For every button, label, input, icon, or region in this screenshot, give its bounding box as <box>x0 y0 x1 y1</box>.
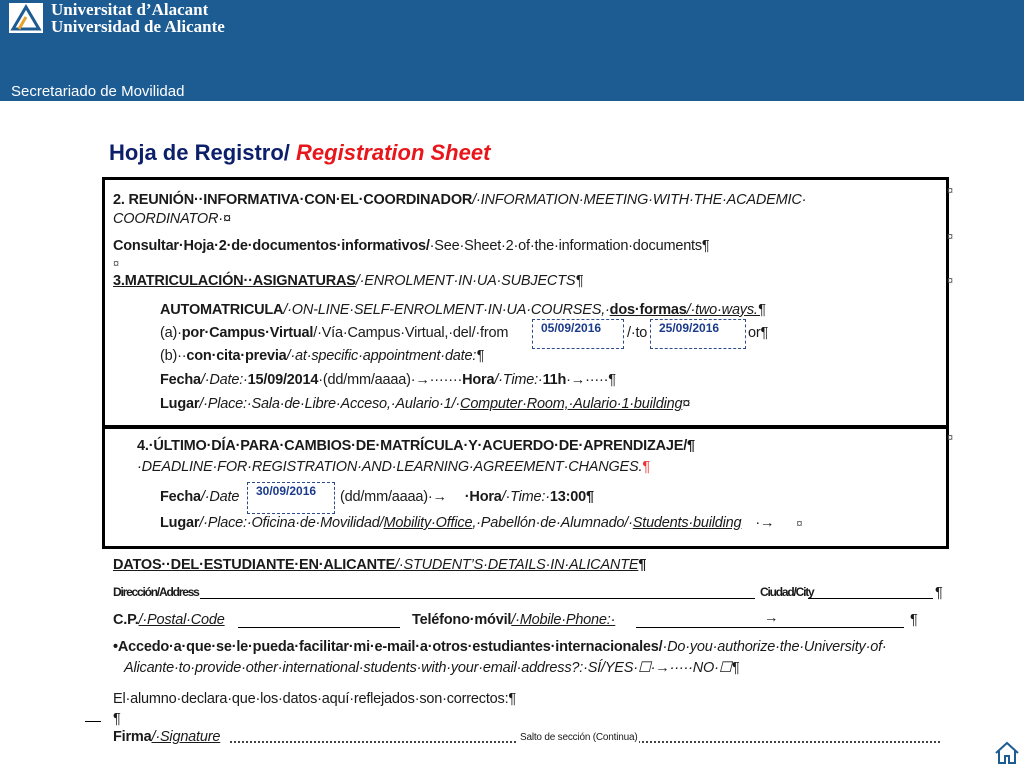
mobile-phone-field[interactable] <box>636 627 904 628</box>
section4-fecha-label: Fecha/·Date <box>160 489 240 505</box>
home-icon[interactable] <box>994 741 1020 765</box>
signature-label: Firma/·Signature <box>113 729 221 745</box>
section4-fecha-rest: (dd/mm/aaaa)·→ ·Hora/·Time:·13:00¶ <box>340 489 594 505</box>
title-en: Registration Sheet <box>296 140 491 165</box>
university-name-es: Universidad de Alicante <box>51 17 225 36</box>
page-title <box>109 140 490 166</box>
university-name-ca: Universitat d’Alacant <box>51 0 209 19</box>
pilcrow-mark: ¶ <box>910 612 918 628</box>
pilcrow-mark: ¶ <box>113 711 121 727</box>
cell-mark: ¤ <box>947 275 954 287</box>
margin-mark <box>85 721 101 722</box>
telefono-label: Teléfono·móvil/·Mobile·Phone:· <box>412 612 616 628</box>
postal-code-field[interactable] <box>238 627 400 628</box>
option-a-end: or¶ <box>748 325 769 341</box>
section4-subheading: ·DEADLINE·FOR·REGISTRATION·AND·LEARNING·AGREEMENT·CHANGES.¶ <box>137 459 650 475</box>
section2-consult: Consultar·Hoja·2·de·documentos·informativos/·See·Sheet·2·of·the·information·documents¶ <box>113 238 710 254</box>
option-a-line: (a)·por·Campus·Virtual/·Vía·Campus·Virtual,·del/·from <box>160 325 509 341</box>
cp-label: C.P./·Postal·Code <box>113 612 225 628</box>
section4-lugar-line: Lugar/·Place:·Oficina·de·Movilidad/Mobility·Office,·Pabellón·de·Alumnado/·Students·building ·→ ¤ <box>160 515 803 531</box>
lugar-line: Lugar/·Place:·Sala·de·Libre·Acceso,·Aulario·1/·Computer·Room,·Aulario·1·building¤ <box>160 396 691 412</box>
option-a-to: /·to <box>627 325 648 341</box>
pilcrow-mark: ¶ <box>935 585 943 601</box>
consent-line-2: Alicante·to·provide·other·international·students·with·your·email·address?:·SÍ/YES·☐·→·····NO·☐¶ <box>124 660 740 676</box>
ciudad-field[interactable] <box>808 598 933 599</box>
section-break-label: Salto de sección (Continua) <box>520 732 638 743</box>
header-banner <box>0 0 1024 101</box>
date-from-field[interactable]: 05/09/2016 <box>532 319 624 349</box>
section3-heading: 3.MATRICULACIÓN··ASIGNATURAS/·ENROLMENT·IN·UA·SUBJECTS¶ <box>113 273 583 289</box>
direccion-field[interactable] <box>200 598 755 599</box>
section2-heading-cont: COORDINATOR·¤ <box>113 211 231 227</box>
fecha-line: Fecha/·Date:·15/09/2014·(dd/mm/aaaa)·→·······Hora/·Time:·11h·→·····¶ <box>160 372 616 388</box>
cell-mark: ¤ <box>947 231 954 243</box>
ciudad-label: Ciudad/City <box>760 585 814 599</box>
consent-line-1: •Accedo·a·que·se·le·pueda·facilitar·mi·e-mail·a·otros·estudiantes·internacionales/·Do·you·authorize·the·University·of· <box>113 639 887 655</box>
declaration-text: El·alumno·declara·que·los·datos·aquí·reflejados·son·correctos:¶ <box>113 691 516 707</box>
direccion-label: Dirección/Address <box>113 585 199 599</box>
tab-arrow: → <box>764 610 779 626</box>
university-logo <box>9 3 43 33</box>
option-b-line: (b)··con·cita·previa/·at·specific·appointment·date:¶ <box>160 348 484 364</box>
automatricula-line: AUTOMATRICULA/·ON-LINE·SELF-ENROLMENT·IN·UA·COURSES,·dos·formas/·two·ways.¶ <box>160 302 766 318</box>
section4-heading: 4.·ÚLTIMO·DÍA·PARA·CAMBIOS·DE·MATRÍCULA·Y·ACUERDO·DE·APRENDIZAJE/¶ <box>137 438 695 454</box>
student-heading: DATOS··DEL·ESTUDIANTE·EN·ALICANTE/·STUDENT’S·DETAILS·IN·ALICANTE¶ <box>113 557 647 573</box>
cell-mark: ¤ <box>947 185 954 197</box>
cell-mark: ¤ <box>113 258 120 270</box>
department-name: Secretariado de Movilidad <box>11 83 185 100</box>
section2-heading: 2. REUNIÓN··INFORMATIVA·CON·EL·COORDINADOR/·INFORMATION·MEETING·WITH·THE·ACADEMIC· <box>113 192 807 208</box>
cell-mark: ¤ <box>947 432 954 444</box>
title-es: Hoja de Registro/ <box>109 140 297 165</box>
date-to-field[interactable]: 25/09/2016 <box>650 319 746 349</box>
deadline-date-field[interactable]: 30/09/2016 <box>247 482 335 514</box>
